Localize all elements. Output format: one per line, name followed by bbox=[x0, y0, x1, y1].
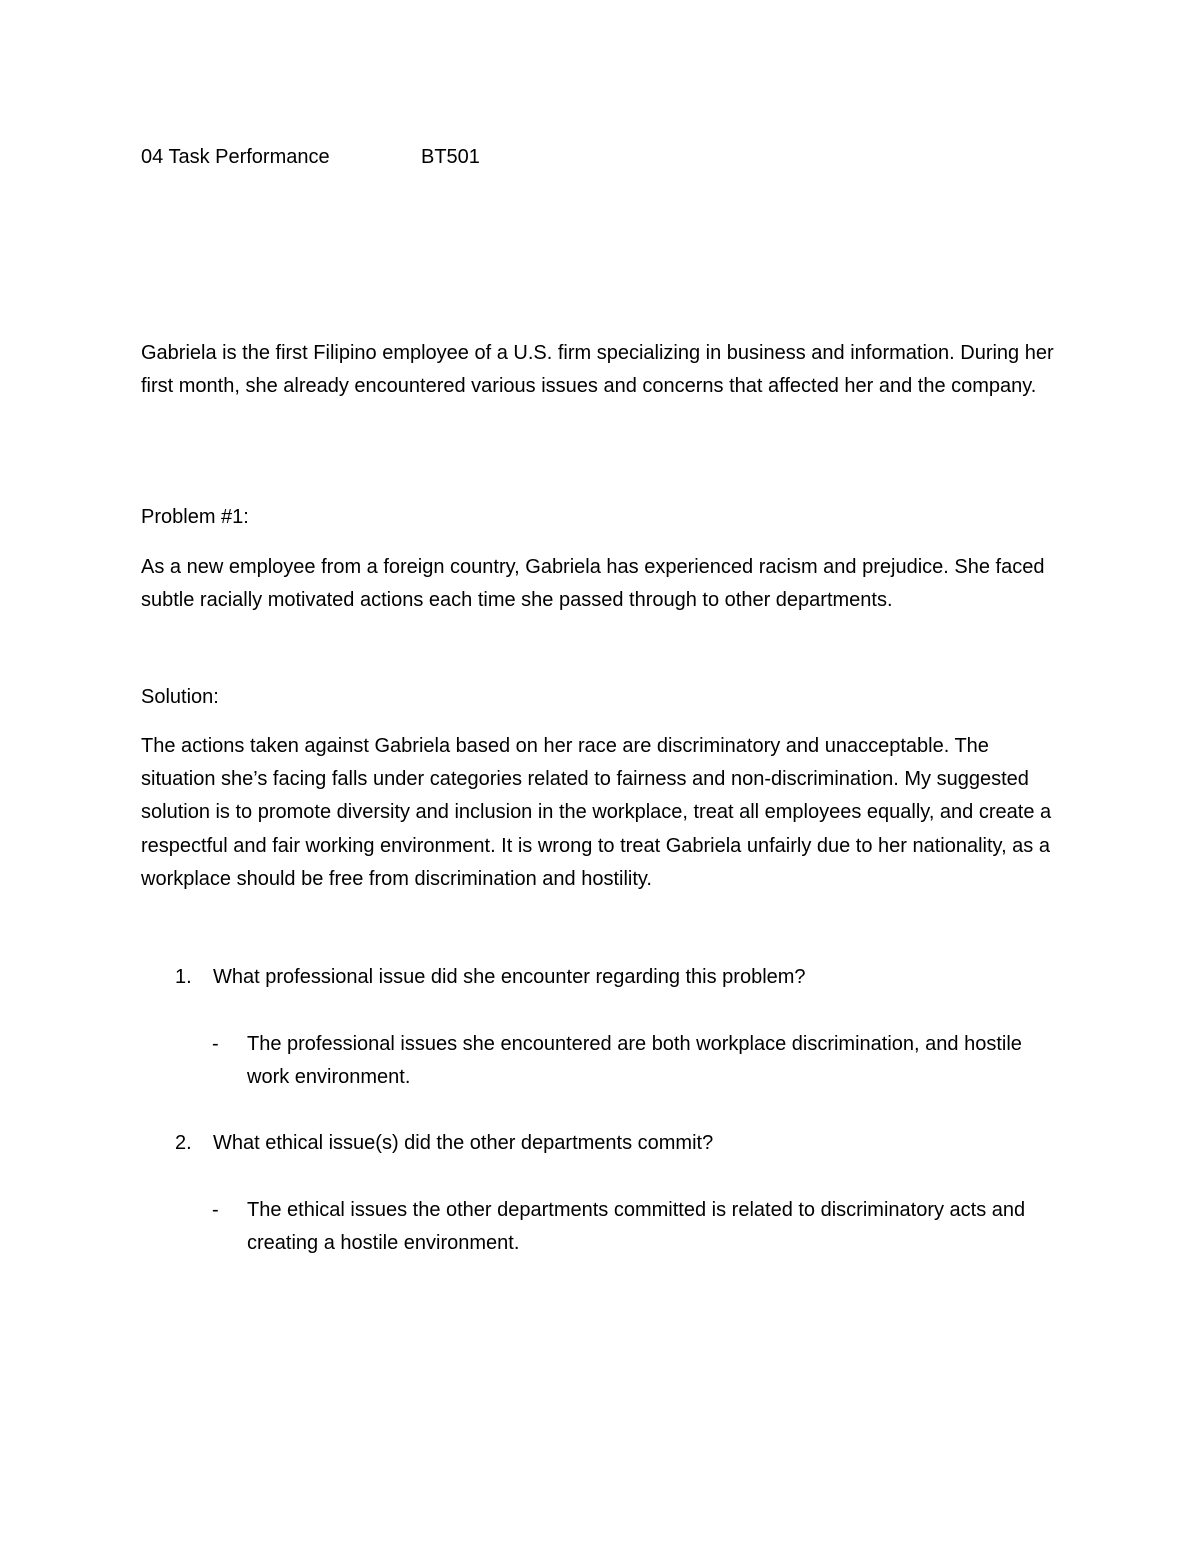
question-text: What ethical issue(s) did the other departments commit? bbox=[213, 1132, 714, 1154]
answer-bullet: - bbox=[212, 1199, 219, 1221]
question-text: What professional issue did she encounter regarding this problem? bbox=[213, 966, 806, 988]
answer-bullet: - bbox=[212, 1033, 219, 1055]
answer-text: The professional issues she encountered are both workplace discrimination, and hostile work environment. bbox=[247, 1033, 1022, 1089]
problem-heading: Problem #1: bbox=[141, 506, 249, 528]
solution-heading: Solution: bbox=[141, 686, 219, 708]
problem-paragraph: As a new employee from a foreign country, Gabriela has experienced racism and prejudice. She faced subtle racially motivated actions each time she passed through to other departments. bbox=[141, 556, 1045, 612]
answer-text: The ethical issues the other departments committed is related to discriminatory acts and creating a hostile environment. bbox=[247, 1199, 1026, 1255]
question-number: 1. bbox=[175, 966, 192, 988]
course-code: BT501 bbox=[421, 146, 480, 168]
document-title: 04 Task Performance bbox=[141, 146, 330, 168]
intro-paragraph: Gabriela is the first Filipino employee of a U.S. firm specializing in business and information. During her first month, she already encountered various issues and concerns that affected her and the company. bbox=[141, 342, 1054, 398]
question-number: 2. bbox=[175, 1132, 192, 1154]
document-header bbox=[141, 143, 480, 171]
solution-paragraph: The actions taken against Gabriela based on her race are discriminatory and unacceptable. The situation she’s facing falls under categories related to fairness and non-discrimination. My suggested solution is to promote diversity and inclusion in the workplace, treat all employees equally, and create a respectful and fair working environment. It is wrong to treat Gabriela unfairly due to her nationality, as a workplace should be free from discrimination and hostility. bbox=[141, 735, 1052, 890]
